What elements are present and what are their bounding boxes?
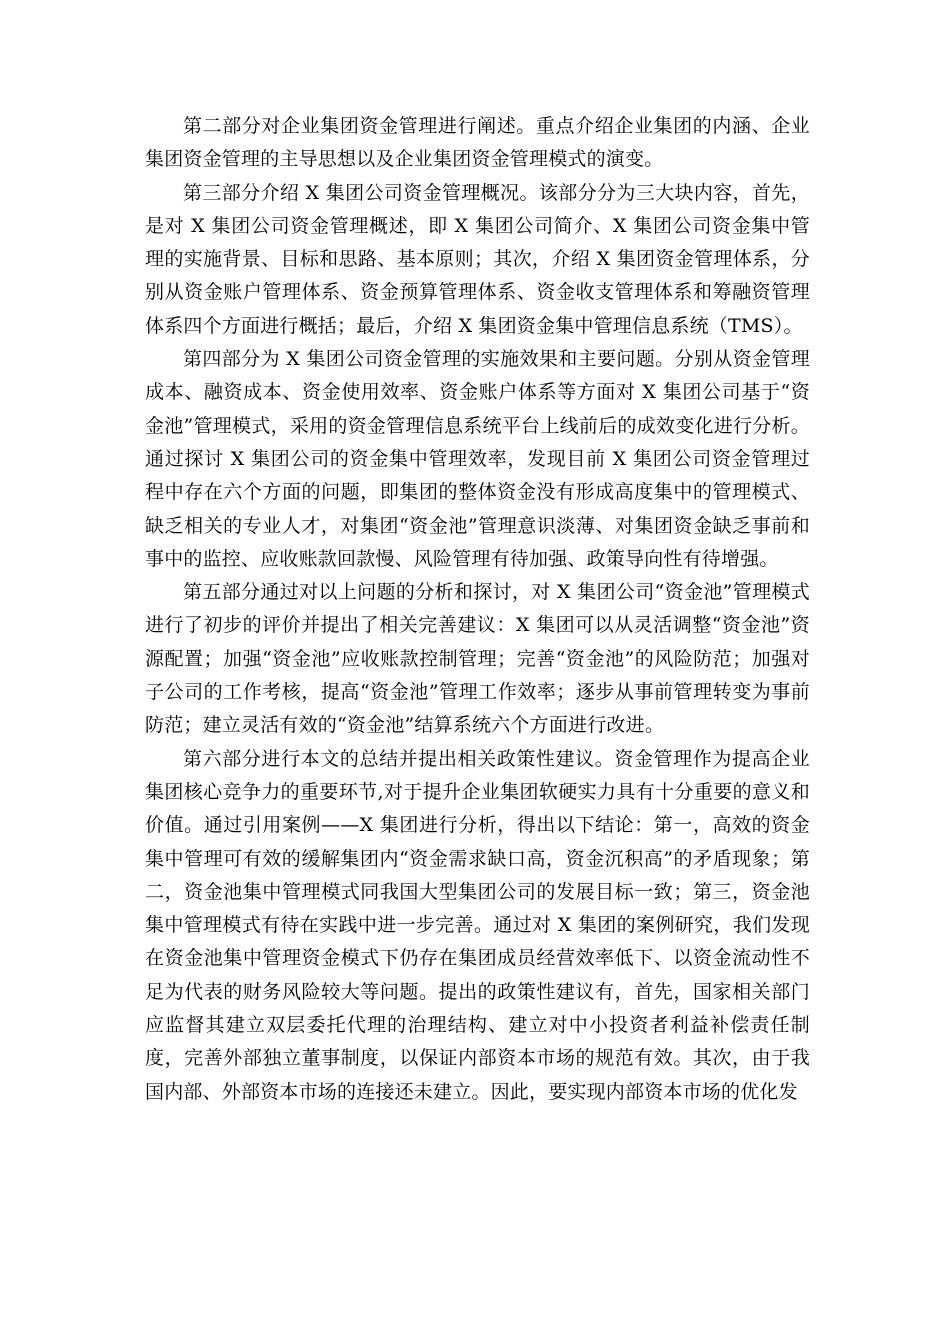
paragraph-part-five: 第五部分通过对以上问题的分析和探讨，对 X 集团公司“资金池”管理模式进行了初步的评价并提出了相关完善建议：X 集团可以从灵活调整“资金池”资源配置；加强“资金池”应收账款控制管理；完善“资金池”的风险防范；加强对子公司的工作考核，提高“资金池”管理工作效率；逐步从事前管理转变为事前防范；建立灵活有效的“资金池”结算系统六个方面进行改进。: [145, 581, 810, 737]
paragraph-part-two: 第二部分对企业集团资金管理进行阐述。重点介绍企业集团的内涵、企业集团资金管理的主导思想以及企业集团资金管理模式的演变。: [145, 115, 810, 171]
body-text: [145, 110, 810, 1109]
paragraph-part-four: 第四部分为 X 集团公司资金管理的实施效果和主要问题。分别从资金管理成本、融资成本、资金使用效率、资金账户体系等方面对 X 集团公司基于“资金池”管理模式，采用的资金管理信息系统平台上线前后的成效变化进行分析。通过探讨 X 集团公司的资金集中管理效率，发现目前 X 集团公司资金管理过程中存在六个方面的问题，即集团的整体资金没有形成高度集中的管理模式、缺乏相关的专业人才，对集团“资金池”管理意识淡薄、对集团资金缺乏事前和事中的监控、应收账款回款慢、风险管理有待加强、政策导向性有待增强。: [145, 348, 810, 570]
paragraph-part-six: 第六部分进行本文的总结并提出相关政策性建议。资金管理作为提高企业集团核心竞争力的重要环节,对于提升企业集团软硬实力具有十分重要的意义和价值。通过引用案例——X 集团进行分析，得出以下结论：第一，高效的资金集中管理可有效的缓解集团内“资金需求缺口高，资金沉积高”的矛盾现象；第二，资金池集中管理模式同我国大型集团公司的发展目标一致；第三，资金池集中管理模式有待在实践中进一步完善。通过对 X 集团的案例研究，我们发现在资金池集中管理资金模式下仍存在集团成员经营效率低下、以资金流动性不足为代表的财务风险较大等问题。提出的政策性建议有，首先，国家相关部门应监督其建立双层委托代理的治理结构、建立对中小投资者利益补偿责任制度，完善外部独立董事制度，以保证内部资本市场的规范有效。其次，由于我国内部、外部资本市场的连接还未建立。因此，要实现内部资本市场的优化发: [145, 747, 810, 1103]
paragraph-part-three: 第三部分介绍 X 集团公司资金管理概况。该部分分为三大块内容，首先，是对 X 集团公司资金管理概述，即 X 集团公司简介、X 集团公司资金集中管理的实施背景、目标和思路、基本原则；其次，介绍 X 集团资金管理体系，分别从资金账户管理体系、资金预算管理体系、资金收支管理体系和筹融资管理体系四个方面进行概括；最后，介绍 X 集团资金集中管理信息系统（TMS）。: [145, 181, 810, 337]
